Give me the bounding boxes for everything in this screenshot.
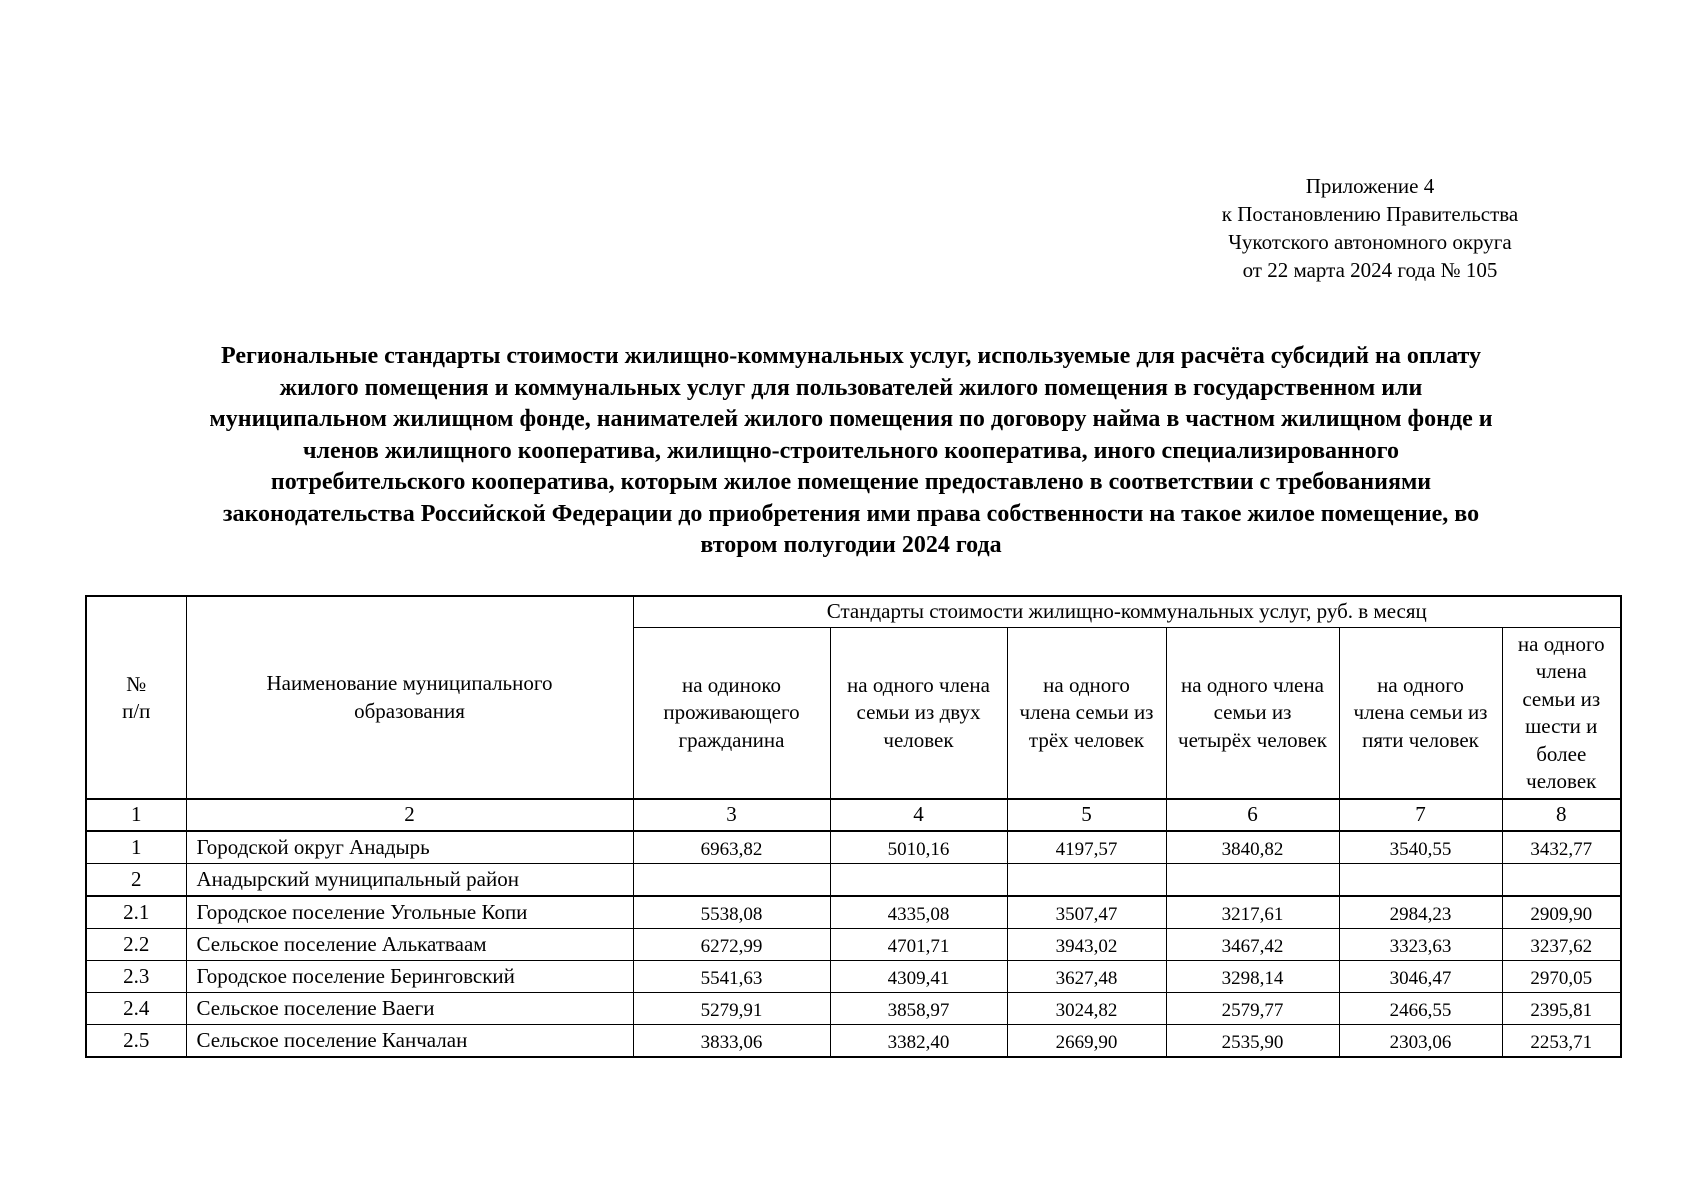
- document-title: [82, 341, 1620, 562]
- header-family-of-four: на одного члена семьи из четырёх человек: [1166, 628, 1339, 800]
- value-cell: 2909,90: [1502, 896, 1621, 929]
- value-cell: 3024,82: [1007, 993, 1166, 1025]
- appendix-line: к Постановлению Правительства: [1221, 202, 1519, 226]
- value-cell: 6963,82: [633, 831, 830, 864]
- row-number: 2.2: [86, 929, 186, 961]
- header-single-resident: на одиноко проживающего гражданина: [633, 628, 830, 800]
- table-row: [86, 831, 1621, 864]
- title-line: жилого помещения и коммунальных услуг для пользователей жилого помещения в государственном или: [279, 374, 1423, 401]
- row-number: 2: [86, 864, 186, 897]
- value-cell: [633, 864, 830, 897]
- value-cell: 3858,97: [830, 993, 1007, 1025]
- value-cell: 2466,55: [1339, 993, 1502, 1025]
- header-municipality: Наименование муниципального образования: [186, 596, 633, 799]
- row-number: 2.3: [86, 961, 186, 993]
- column-number: 4: [830, 799, 1007, 831]
- municipality-name: Городское поселение Беринговский: [186, 961, 633, 993]
- appendix-block: [1170, 172, 1570, 284]
- table-row: [86, 1025, 1621, 1058]
- value-cell: [1007, 864, 1166, 897]
- appendix-line: от 22 марта 2024 года № 105: [1242, 258, 1498, 282]
- municipality-name: Сельское поселение Алькатваам: [186, 929, 633, 961]
- value-cell: 5538,08: [633, 896, 830, 929]
- value-cell: 2535,90: [1166, 1025, 1339, 1058]
- table-row: [86, 993, 1621, 1025]
- column-number: 1: [86, 799, 186, 831]
- value-cell: 3046,47: [1339, 961, 1502, 993]
- row-number: 2.5: [86, 1025, 186, 1058]
- column-number: 2: [186, 799, 633, 831]
- value-cell: 2984,23: [1339, 896, 1502, 929]
- title-line: Региональные стандарты стоимости жилищно-коммунальных услуг, используемые для расчёта субсидий на оплату: [221, 343, 1481, 369]
- value-cell: 4197,57: [1007, 831, 1166, 864]
- value-cell: [1339, 864, 1502, 897]
- municipality-name: Анадырский муниципальный район: [186, 864, 633, 897]
- municipality-name: Городское поселение Угольные Копи: [186, 896, 633, 929]
- value-cell: 6272,99: [633, 929, 830, 961]
- value-cell: 3467,42: [1166, 929, 1339, 961]
- value-cell: 3298,14: [1166, 961, 1339, 993]
- appendix-line: Чукотского автономного округа: [1228, 230, 1512, 254]
- value-cell: 5541,63: [633, 961, 830, 993]
- value-cell: 2579,77: [1166, 993, 1339, 1025]
- header-family-of-six-plus: на одного члена семьи из шести и более человек: [1502, 628, 1621, 800]
- header-family-of-five: на одного члена семьи из пяти человек: [1339, 628, 1502, 800]
- column-number: 5: [1007, 799, 1166, 831]
- value-cell: 2253,71: [1502, 1025, 1621, 1058]
- row-number: 2.4: [86, 993, 186, 1025]
- value-cell: 3382,40: [830, 1025, 1007, 1058]
- column-number-row: [86, 799, 1621, 831]
- column-number: 6: [1166, 799, 1339, 831]
- value-cell: 3833,06: [633, 1025, 830, 1058]
- title-line: потребительского кооператива, которым жилое помещение предоставлено в соответствии с требованиями: [270, 469, 1432, 495]
- table-row: [86, 929, 1621, 961]
- value-cell: 2669,90: [1007, 1025, 1166, 1058]
- title-line: втором полугодии 2024 года: [700, 532, 1002, 558]
- column-number: 7: [1339, 799, 1502, 831]
- municipality-name: Сельское поселение Ваеги: [186, 993, 633, 1025]
- municipality-name: Городской округ Анадырь: [186, 831, 633, 864]
- value-cell: 5010,16: [830, 831, 1007, 864]
- table-row: [86, 864, 1621, 897]
- value-cell: 2303,06: [1339, 1025, 1502, 1058]
- municipality-name: Сельское поселение Канчалан: [186, 1025, 633, 1058]
- value-cell: 3237,62: [1502, 929, 1621, 961]
- value-cell: 2395,81: [1502, 993, 1621, 1025]
- title-line: законодательства Российской Федерации до приобретения ими права собственности на такое жилое помещение, во: [222, 500, 1480, 527]
- header-number: № п/п: [86, 596, 186, 799]
- header-family-of-three: на одного члена семьи из трёх человек: [1007, 628, 1166, 800]
- column-number: 3: [633, 799, 830, 831]
- value-cell: 3507,47: [1007, 896, 1166, 929]
- value-cell: 3217,61: [1166, 896, 1339, 929]
- value-cell: 4335,08: [830, 896, 1007, 929]
- header-standards-group: Стандарты стоимости жилищно-коммунальных услуг, руб. в месяц: [633, 596, 1621, 628]
- value-cell: 3323,63: [1339, 929, 1502, 961]
- value-cell: [1166, 864, 1339, 897]
- column-number: 8: [1502, 799, 1621, 831]
- value-cell: 4701,71: [830, 929, 1007, 961]
- value-cell: [830, 864, 1007, 897]
- value-cell: 3943,02: [1007, 929, 1166, 961]
- value-cell: 3432,77: [1502, 831, 1621, 864]
- value-cell: 3627,48: [1007, 961, 1166, 993]
- row-number: 2.1: [86, 896, 186, 929]
- value-cell: 3540,55: [1339, 831, 1502, 864]
- table-header: [86, 596, 1621, 799]
- table-row: [86, 896, 1621, 929]
- header-family-of-two: на одного члена семьи из двух человек: [830, 628, 1007, 800]
- value-cell: 3840,82: [1166, 831, 1339, 864]
- value-cell: 2970,05: [1502, 961, 1621, 993]
- title-line: членов жилищного кооператива, жилищно-строительного кооператива, иного специализированного: [303, 437, 1399, 464]
- title-line: муниципальном жилищном фонде, нанимателей жилого помещения по договору найма в частном жилищном фонде и: [209, 406, 1493, 432]
- standards-table: [85, 595, 1622, 1058]
- row-number: 1: [86, 831, 186, 864]
- value-cell: 5279,91: [633, 993, 830, 1025]
- value-cell: [1502, 864, 1621, 897]
- appendix-line: Приложение 4: [1305, 174, 1435, 198]
- table-row: [86, 961, 1621, 993]
- value-cell: 4309,41: [830, 961, 1007, 993]
